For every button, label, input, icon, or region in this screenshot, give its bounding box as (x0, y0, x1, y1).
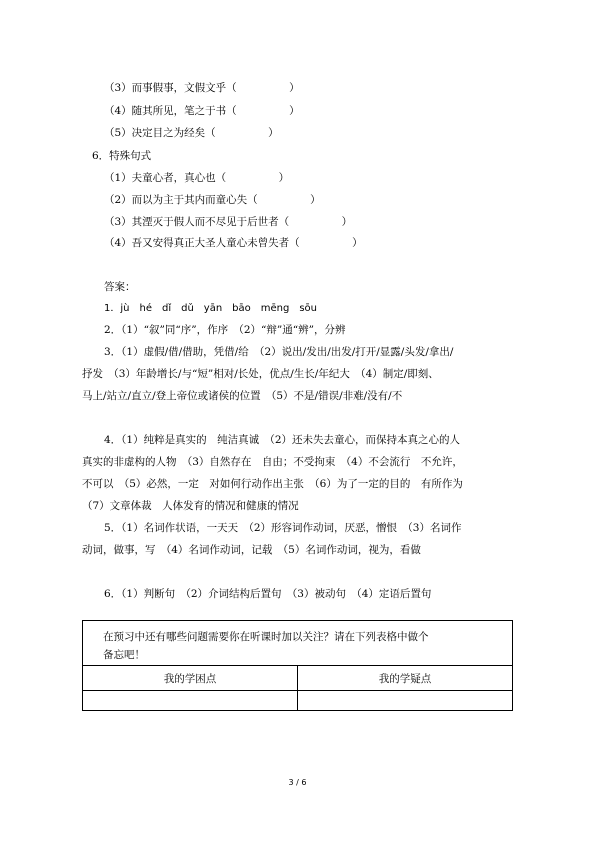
answer-2: 2．（1）“叙”同“序”，作序 （2）“辩”通“辨”，分辨 (104, 324, 346, 336)
q6-item-4: （4）吾又安得真正大圣人童心未曾失者（ ） (104, 237, 363, 249)
q6-item-1: （1）夫童心者，真心也（ ） (104, 172, 290, 184)
answer-1: 1．jù hé dǐ dǔ yān bāo mēng sōu (104, 303, 318, 314)
difficulties-cell[interactable] (83, 691, 298, 711)
answer-4-line-1: 4．（1）纯粹是真实的 纯洁真诚 （2）还未失去童心，而保持本真之心的人 (104, 434, 461, 446)
memo-notice-line-1: 在预习中还有哪些问题需要你在听课时加以关注？请在下列表格中做个 (103, 631, 429, 643)
answer-6: 6．（1）判断句 （2）介词结构后置句 （3）被动句 （4）定语后置句 (104, 588, 432, 600)
q6-item-2: （2）而以为主于其内而童心失（ ） (104, 194, 321, 206)
answer-5-line-2: 动词，做事，写 （4）名词作动词，记载 （5）名词作动词，视为，看做 (82, 544, 421, 556)
q5-item-4: （4）随其所见，笔之于书（ ） (104, 105, 300, 117)
answer-3-line-1: 3．（1）虚假/借/借助，凭借/给 （2）说出/发出/出发/打开/显露/头发/拿出/ (104, 346, 454, 358)
q5-item-5: （5）决定目之为经矣（ ） (104, 127, 279, 139)
q6-title: 6．特殊句式 (92, 150, 152, 162)
answer-4-line-4: （7）文章体裁 人体发育的情况和健康的情况 (82, 500, 299, 512)
answer-3-line-3: 马上/站立/直立/登上帝位或诸侯的位置 （5）不是/错误/非难/没有/不 (82, 390, 403, 402)
answer-4-line-2: 真实的非虚构的人物 （3）自然存在 自由；不受拘束 （4）不会流行 不允许， (82, 456, 463, 468)
answer-5-line-1: 5．（1）名词作状语，一天天 （2）形容词作动词，厌恶，憎恨 （3）名词作 (104, 522, 462, 534)
answer-4-line-3: 不可以 （5）必然，一定 对如何行动作出主张 （6）为了一定的目的 有所作为 (82, 478, 463, 490)
page-number: 3 / 6 (288, 778, 307, 787)
q6-item-3: （3）其湮灭于假人而不尽见于后世者（ ） (104, 216, 353, 228)
answer-3-line-2: 抒发 （3）年龄增长/与“短”相对/长处，优点/生长/年纪大 （4）制定/即刻、 (82, 368, 439, 380)
column-header-difficulties: 我的学困点 (83, 666, 298, 691)
memo-notice-line-2: 备忘吧！ (103, 649, 145, 661)
memo-table (82, 620, 513, 711)
q5-item-3: （3）而事假事，文假文乎（ ） (104, 82, 300, 94)
answers-heading: 答案： (104, 281, 136, 293)
doubts-cell[interactable] (298, 691, 513, 711)
memo-notice-cell (83, 621, 513, 666)
column-header-doubts: 我的学疑点 (298, 666, 513, 691)
